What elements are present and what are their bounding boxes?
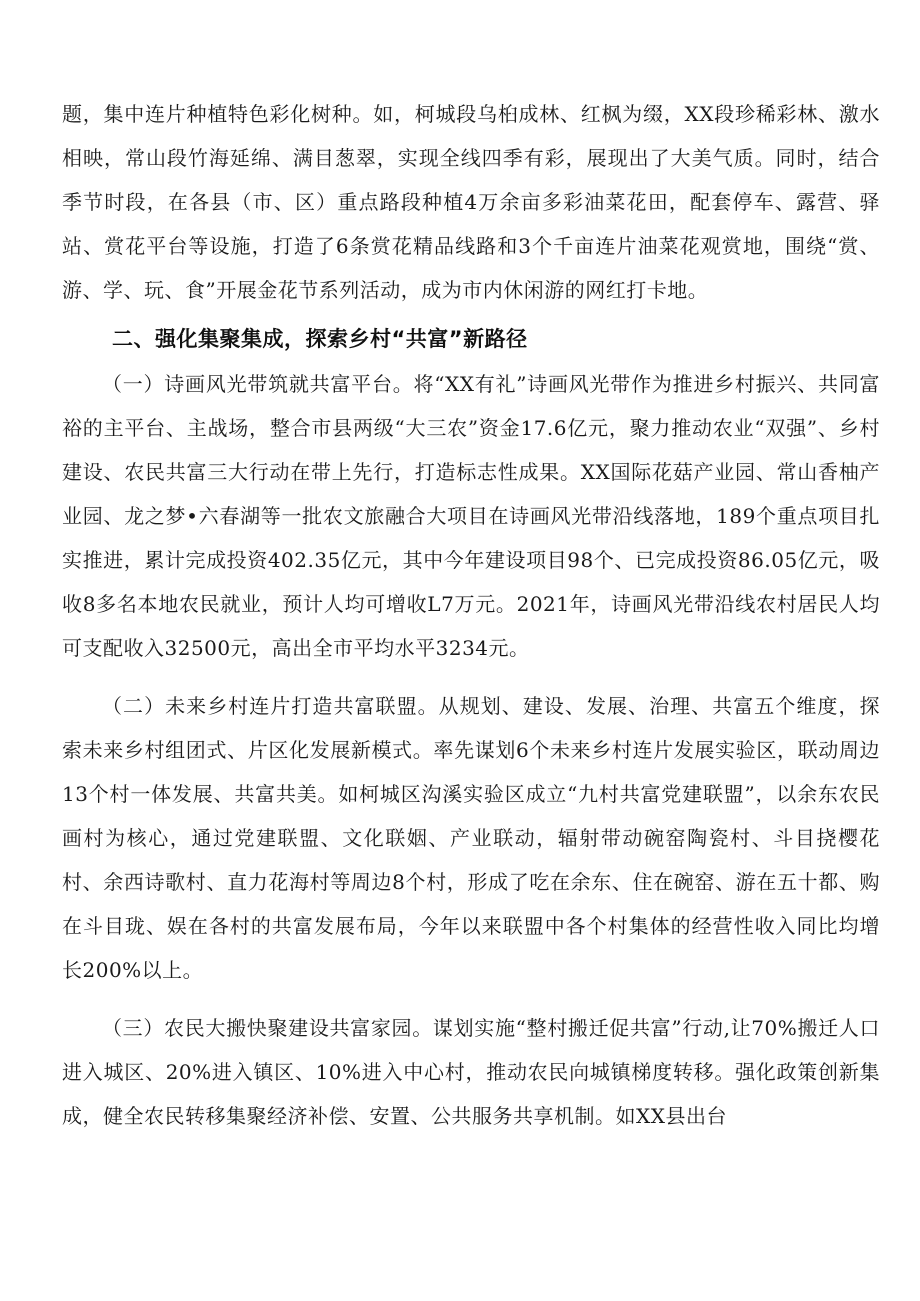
document-body: [62, 92, 880, 1138]
section-heading: 二、强化集聚集成，探索乡村“共富”新路径: [112, 327, 528, 351]
paragraph-continued: 题，集中连片种植特色彩化树种。如，柯城段乌桕成林、红枫为缀，XX段珍稀彩林、激水相映，常山段竹海延绵、满目葱翠，实现全线四季有彩，展现出了大美气质。同时，结合季节时段，在各县（市、区）重点路段种植4万余亩多彩油菜花田，配套停车、露营、驿站、赏花平台等设施，打造了6条赏花精品线路和3个千亩连片油菜花观赏地，围绕“赏、游、学、玩、食”开展金花节系列活动，成为市内休闲游的网红打卡地。: [62, 102, 880, 302]
paragraph-2-2: （二）未来乡村连片打造共富联盟。从规划、建设、发展、治理、共富五个维度，探索未来乡村组团式、片区化发展新模式。率先谋划6个未来乡村连片发展实验区，联动周边13个村一体发展、共富共美。如柯城区沟溪实验区成立“九村共富党建联盟”，以余东农民画村为核心，通过党建联盟、文化联姻、产业联动，辐射带动碗窑陶瓷村、斗目挠樱花村、余西诗歌村、直力花海村等周边8个村，形成了吃在余东、住在碗窑、游在五十都、购在斗目珑、娱在各村的共富发展布局，今年以来联盟中各个村集体的经营性收入同比均增长200%以上。: [62, 694, 880, 982]
paragraph-2-1: （一）诗画风光带筑就共富平台。将“XX有礼”诗画风光带作为推进乡村振兴、共同富裕的主平台、主战场，整合市县两级“大三农”资金17.6亿元，聚力推动农业“双强”、乡村建设、农民共富三大行动在带上先行，打造标志性成果。XX国际花菇产业园、常山香柚产业园、龙之梦•六春湖等一批农文旅融合大项目在诗画风光带沿线落地，189个重点项目扎实推进，累计完成投资402.35亿元，其中今年建设项目98个、已完成投资86.05亿元，吸收8多名本地农民就业，预计人均可增收L7万元。2021年，诗画风光带沿线农村居民人均可支配收入32500元，高出全市平均水平3234元。: [62, 372, 880, 660]
paragraph-2-3: （三）农民大搬快聚建设共富家园。谋划实施“整村搬迁促共富”行动,让70%搬迁人口进入城区、20%进入镇区、10%进入中心村，推动农民向城镇梯度转移。强化政策创新集成，健全农民转移集聚经济补偿、安置、公共服务共享机制。如XX县出台: [62, 1016, 880, 1128]
